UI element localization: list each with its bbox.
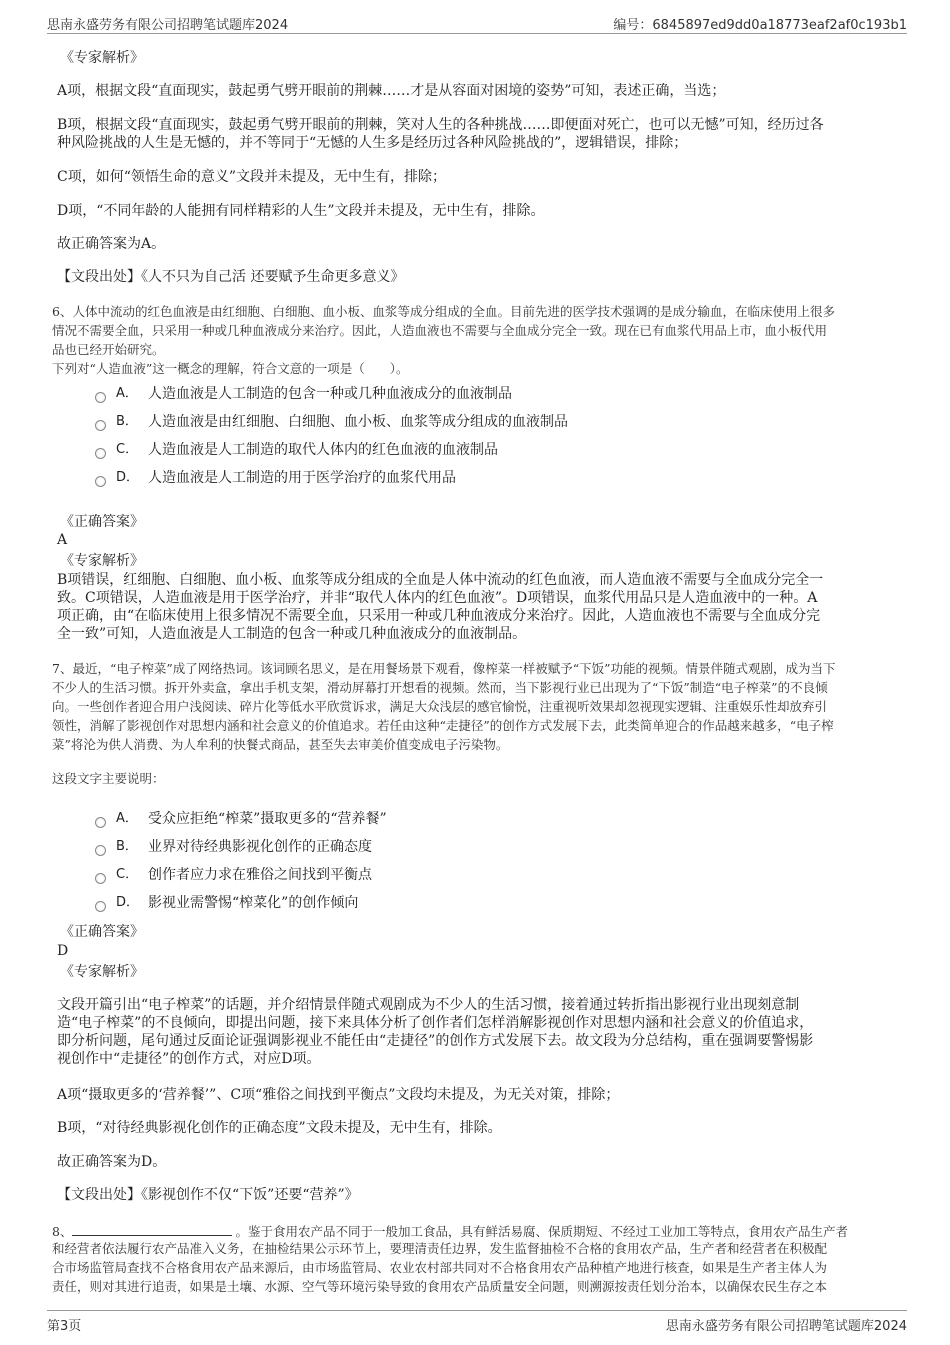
q7-stem-line: 7、最近，“电子榨菜”成了网络热词。该词顾名思义，是在用餐场景下观看，像榨菜一样被赋予“下饭”功能的视频。情景伴随式观剧，成为当下 (52, 661, 836, 676)
option-label: A． (116, 386, 138, 401)
radio-icon[interactable] (95, 845, 106, 856)
option-label: B． (116, 414, 138, 429)
option-text: 受众应拒绝“榨菜”摄取更多的“营养餐” (148, 811, 387, 827)
option-text: 业界对待经典影视化创作的正确态度 (148, 839, 372, 855)
q8-number: 8、 (52, 1224, 73, 1239)
q7-analysis-line: 文段开篇引出“电子榨菜”的话题，并介绍情景伴随式观剧成为不少人的生活习惯，接着通过转折指出影视行业出现刻意制 (57, 997, 800, 1013)
q6-analysis-title: 《专家解析》 (60, 553, 144, 569)
q7-answer-title: 《正确答案》 (60, 924, 144, 940)
radio-icon[interactable] (95, 476, 106, 487)
radio-icon[interactable] (95, 901, 106, 912)
q7-stem-line: 领性，消解了影视创作对思想内涵和社会意义的价值追求。若任由这种“走捷径”的创作方式发展下去，此类简单迎合的作品越来越多，“电子榨 (52, 718, 834, 733)
option-label: D． (116, 470, 140, 485)
q6-option-c[interactable] (95, 441, 498, 459)
fill-in-blank[interactable] (72, 1221, 232, 1236)
q7-stem-line: 菜”将沦为供人消费、为人牟利的快餐式商品，甚至失去审美价值变成电子污染物。 (52, 737, 509, 752)
q5-analysis-b-line2: 种风险挑战的人生是无憾的，并不等同于“无憾的人生多是经历过各种风险挑战的”，逻辑错误，排除； (57, 135, 688, 151)
q6-analysis-line: B项错误，红细胞、白细胞、血小板、血浆等成分组成的全血是人体中流动的红色血液，而人造血液不需要与全血成分完全一 (57, 572, 824, 588)
q5-source: 【文段出处】《人不只为自己活 还要赋予生命更多意义》 (57, 269, 405, 285)
option-label: B． (116, 839, 138, 854)
q7-analysis-line: 即分析问题，尾句通过反面论证强调影视业不能任由“走捷径”的创作方式发展下去。故文段为分总结构，重在强调要警惕影 (57, 1033, 814, 1049)
q7-analysis-line: 视创作中“走捷径”的创作方式，对应D项。 (57, 1051, 321, 1067)
q7-answer: D (57, 943, 69, 959)
q5-analysis-title: 《专家解析》 (60, 50, 144, 66)
page-number: 第3页 (47, 1319, 82, 1334)
q8-stem-first-line (52, 1221, 848, 1241)
q7-option-c[interactable] (95, 866, 372, 884)
q6-question: 下列对“人造血液”这一概念的理解，符合文意的一项是（ ）。 (52, 361, 409, 376)
q5-analysis-c: C项，如何“领悟生命的意义”文段并未提及，无中生有，排除； (57, 169, 447, 185)
q5-analysis-b-line1: B项，根据文段“直面现实，鼓起勇气劈开眼前的荆棘，笑对人生的各种挑战……即便面对死亡，也可以无憾”可知，经历过各 (57, 117, 824, 133)
q7-option-a[interactable] (95, 810, 387, 828)
radio-icon[interactable] (95, 420, 106, 431)
q6-analysis-line: 致。C项错误，人造血液是用于医学治疗，并非“取代人体内的红色血液”。D项错误，血浆代用品只是人造血液中的一种。A (57, 590, 818, 606)
radio-icon[interactable] (95, 448, 106, 459)
option-text: 人造血液是人工制造的用于医学治疗的血浆代用品 (148, 470, 456, 486)
q6-stem-line: 6、人体中流动的红色血液是由红细胞、白细胞、血小板、血浆等成分组成的全血。目前先进的医学技术强调的是成分输血，在临床使用上很多 (52, 304, 835, 319)
footer-rule (47, 1310, 907, 1311)
q8-stem-text: 。鉴于食用农产品不同于一般加工食品，具有鲜活易腐、保质期短、不经过工业加工等特点，食用农产品生产者 (235, 1224, 848, 1239)
q7-analysis-title: 《专家解析》 (60, 964, 144, 980)
q6-option-d[interactable] (95, 469, 456, 487)
header-right: 编号：6845897ed9dd0a18773eaf2af0c193b1 (613, 18, 907, 33)
q7-analysis-ac: A项“摄取更多的‘营养餐’”、C项“雅俗之间找到平衡点”文段均未提及，为无关对策，排除； (57, 1087, 620, 1103)
option-text: 人造血液是由红细胞、白细胞、血小板、血浆等成分组成的血液制品 (148, 414, 568, 430)
radio-icon[interactable] (95, 817, 106, 828)
q7-stem-line: 向。一些创作者迎合用户浅阅读、碎片化等低水平欣赏诉求，满足大众浅层的感官愉悦，注重视听效果却忽视现实逻辑、注重娱乐性却放弃引 (52, 699, 828, 714)
radio-icon[interactable] (95, 392, 106, 403)
q7-question: 这段文字主要说明： (52, 771, 165, 786)
q6-stem-line: 品也已经开始研究。 (52, 342, 165, 357)
option-text: 影视业需警惕“榨菜化”的创作倾向 (148, 895, 359, 911)
q5-analysis-d: D项，“不同年龄的人能拥有同样精彩的人生”文段并未提及，无中生有，排除。 (57, 203, 545, 219)
option-text: 人造血液是人工制造的包含一种或几种血液成分的血液制品 (148, 386, 512, 402)
q8-stem-line: 合市场监管局查找不合格食用农产品来源后，由市场监管局、农业农村部共同对不合格食用农产品种植产地进行核查，如果是生产者主体人为 (52, 1260, 828, 1275)
q7-source: 【文段出处】《影视创作不仅“下饭”还要“营养”》 (57, 1187, 359, 1203)
option-text: 创作者应力求在雅俗之间找到平衡点 (148, 867, 372, 883)
q6-stem-line: 情况不需要全血，只采用一种或几种血液成分来治疗。因此，人造血液也不需要与全血成分完全一致。现在已有血浆代用品上市，血小板代用 (52, 323, 828, 338)
q5-conclusion: 故正确答案为A。 (57, 236, 166, 252)
q6-answer: A (57, 532, 68, 548)
q8-stem-line: 责任，则对其进行追责，如果是土壤、水源、空气等环境污染导致的食用农产品质量安全问题，则溯源按责任划分治本，以确保农民生存之本 (52, 1279, 828, 1294)
q8-stem-line: 和经营者依法履行农产品准入义务，在抽检结果公示环节上，要理清责任边界，发生监督抽检不合格的食用农产品，生产者和经营者在积极配 (52, 1241, 828, 1256)
option-label: A． (116, 811, 138, 826)
q6-option-b[interactable] (95, 413, 568, 431)
radio-icon[interactable] (95, 873, 106, 884)
footer-right: 思南永盛劳务有限公司招聘笔试题库2024 (665, 1319, 907, 1334)
option-label: C． (116, 442, 139, 457)
q6-answer-title: 《正确答案》 (60, 514, 144, 530)
q6-analysis-line: 全一致”可知，人造血液是人工制造的包含一种或几种血液成分的血液制品。 (57, 626, 527, 642)
q6-option-a[interactable] (95, 385, 512, 403)
option-label: D． (116, 895, 140, 910)
q7-option-b[interactable] (95, 838, 372, 856)
q7-analysis-b: B项，“对待经典影视化创作的正确态度”文段未提及，无中生有，排除。 (57, 1120, 502, 1136)
option-text: 人造血液是人工制造的取代人体内的红色血液的血液制品 (148, 442, 498, 458)
q5-analysis-a: A项，根据文段“直面现实，鼓起勇气劈开眼前的荆棘……才是从容面对困境的姿势”可知，表述正确，当选； (57, 83, 726, 99)
q7-analysis-line: 造“电子榨菜”的不良倾向，即提出问题，接下来具体分析了创作者们怎样消解影视创作对思想内涵和社会意义的价值追求， (57, 1015, 814, 1031)
q7-option-d[interactable] (95, 894, 358, 912)
header-left: 思南永盛劳务有限公司招聘笔试题库2024 (47, 18, 289, 33)
q7-stem-line: 不少人的生活习惯。拆开外卖盒，拿出手机支架，滑动屏幕打开想看的视频。然而，当下影视行业已出现为了“下饭”制造“电子榨菜”的不良倾 (52, 680, 828, 695)
q6-analysis-line: 项正确，由“在临床使用上很多情况不需要全血，只采用一种或几种血液成分来治疗。因此，人造血液也不需要与全血成分完 (57, 608, 821, 624)
header-rule (47, 33, 907, 34)
option-label: C． (116, 867, 139, 882)
q7-conclusion: 故正确答案为D。 (57, 1154, 167, 1170)
